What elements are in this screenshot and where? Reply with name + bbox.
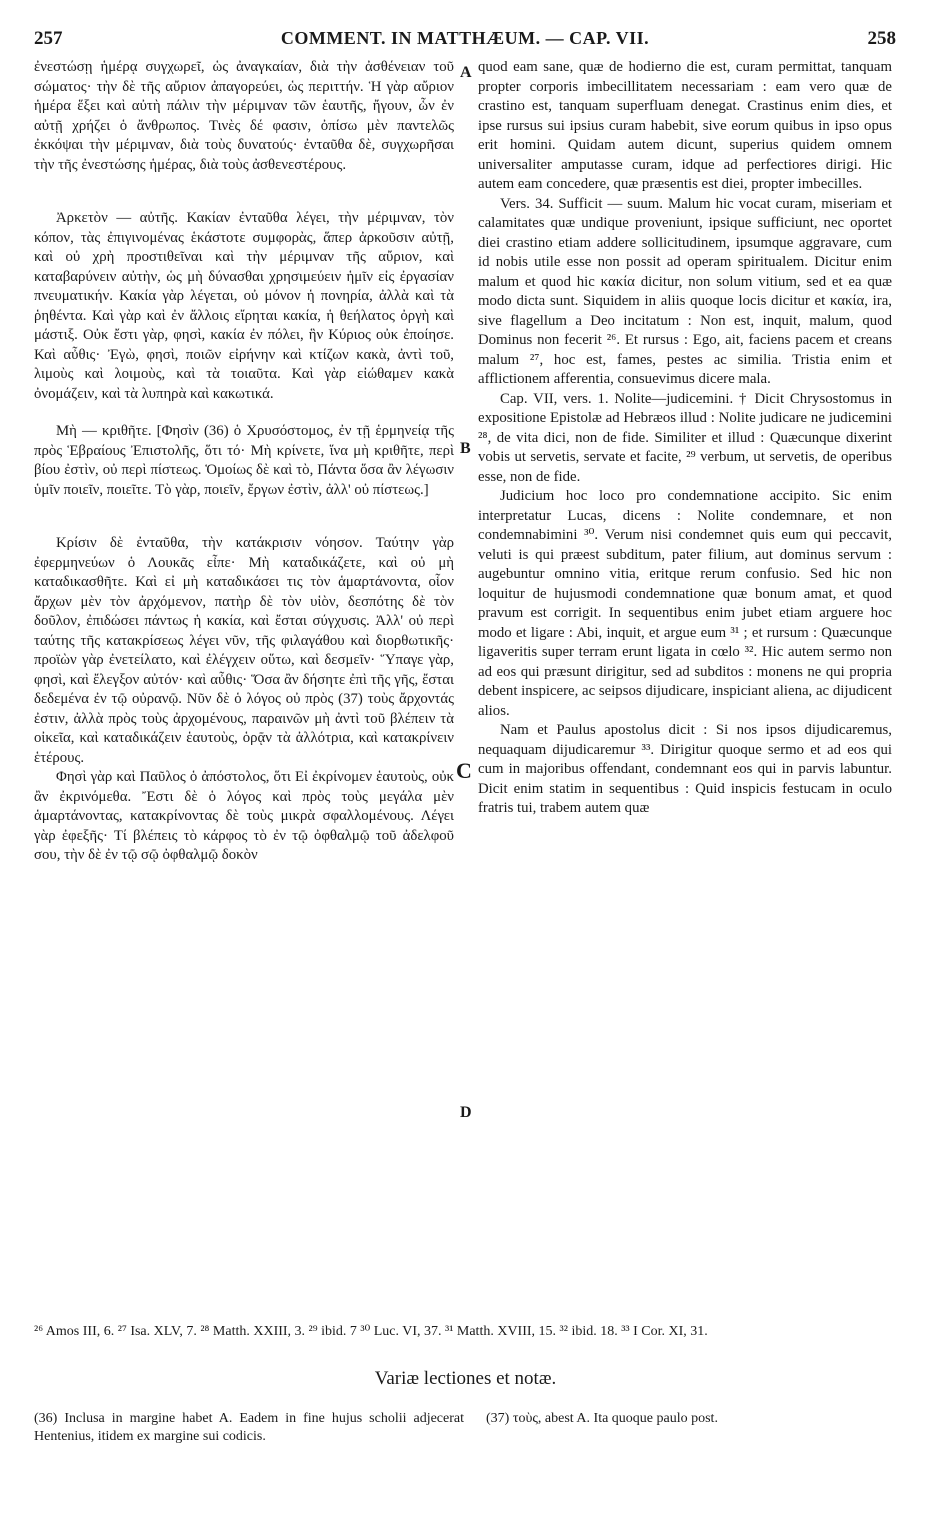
greek-paragraph-4: Κρίσιν δὲ ἐνταῦθα, τὴν κατάκρισιν νόησον. Ταύτην γὰρ ἐφερμηνεύων ὁ Λουκᾶς εἶπε· Μὴ καταδικάζετε, καὶ οὐ μὴ καταδικασθῆτε. Καὶ εἰ μὴ καταδικάσει τις τὸν ἁμαρτάνοντα, οἷον ἄρχων μὲν τὸν ἀρχόμενον, πατὴρ δὲ τὸν υἱὸν, δεσπότης δὲ τὸν δοῦλον, ἐπιδώσει πάντως ἡ κακία, καὶ ἔσται σύγχυσις. Ἀλλ' οὐ περὶ ταύτης τῆς κατακρίσεως λέγει νῦν, τῆς φιλαγάθου καὶ διορθωτικῆς· προϊὼν γὰρ ἐνετείλατο, καὶ ἐλέγχειν οὕτω, καὶ δεσμεῖν· Ὕπαγε γὰρ, φησὶ, καὶ ἔλεγξον αὐτόν· καὶ αὖθις· Ὅσα ἂν δήσητε ἐπὶ τῆς γῆς, ἔσται δεδεμένα ἐν τῷ οὐρανῷ. Νῦν δὲ ὁ λόγος οὐ πρὸς (37) τοὺς ἄρχοντάς ἐστιν, ἀλλὰ πρὸς τοὺς ἀρχομένους, παραινῶν μὴ ἀντὶ τοῦ βλέπειν τὰ οἰκεῖα, καὶ καταδικάζειν ἑαυτοὺς, ὁρᾷν τὰ ἀλλότρια, καὶ κατακρίνειν ἑτέρους. [34, 535, 454, 766]
latin-paragraph-5: Nam et Paulus apostolus dicit : Si nos ipsos dijudicaremus, nequaquam dijudicaremur ³³. Dirigitur quoque sermo et ad eos qui cum in majoribus offendant, condemnant eos qui in parvis labuntur. Dicit enim statim in sequentibus : Quid inspicis festucam in oculo fratris tui, trabem autem quæ [478, 722, 892, 816]
latin-paragraph-1: quod eam sane, quæ de hodierno die est, curam permittat, tanquam propter corporis imbecillitatem necessariam : eam vero quæ de crastino est, tanquam superfluam denegat. Crastinus enim dies, et ipse rursus sui ipsius curam habebit, sive eorum quibus in ipso opus erit homini. Quidam autem dicunt, superius quidem omnem universaliter amputasse curam, idque ad perfectiores dirigi. Hic autem eam concedere, quæ præsentis est diei, propter imbecilles. [478, 59, 892, 192]
latin-column [478, 58, 892, 819]
greek-paragraph-1: ἐνεστώσῃ ἡμέρᾳ συγχωρεῖ, ὡς ἀναγκαίαν, διὰ τὴν ἀσθένειαν τοῦ σώματος· τὴν δὲ τῆς αὔριον ἀπαγορεύει, ὡς περιττήν. Ἡ γὰρ αὔριον ἡμέρα ἕξει καὶ αὐτὴ πάλιν τὴν μέριμναν τῶν ἑαυτῆς, ἤγουν, ὧν ἐν αὐτῇ χρήζει ὁ ἄνθρωπος. Τινὲς δέ φασιν, ὀπίσω μὲν παντελῶς ἐκκόψαι τὴν μέριμναν, διὰ τοὺς δυνατούς· ἐνταῦθα δὲ, συγχωρῆσαι τὴν τῆς ἐνεστώσης ἡμέρας, διὰ τοὺς ἀσθενεστέρους. [34, 59, 454, 173]
running-title: COMMENT. IN MATTHÆUM. — CAP. VII. [280, 28, 650, 48]
variae-note-left: (36) Inclusa in margine habet A. Eadem in fine hujus scholii adjecerat Hentenius, itidem ex margine sui codicis. [34, 1411, 464, 1444]
margin-letter-b: B [460, 440, 471, 457]
variae-note-right: (37) τοὺς, abest A. Ita quoque paulo post. [486, 1411, 718, 1426]
page-header [34, 28, 896, 54]
margin-letter-c: C [456, 758, 472, 783]
latin-paragraph-3: Cap. VII, vers. 1. Nolite—judicemini. † Dicit Chrysostomus in expositione Epistolæ ad Hebræos illud : Nolite judicare ne judicemini ²⁸, de vita dici, non de fide. Similiter et illud : Quæcunque dixerint vobis ut servetis, servate et facite, ²⁹ verbum, ut servetis, de operibus esse, non de fide. [478, 390, 892, 485]
greek-paragraph-5: Φησὶ γὰρ καὶ Παῦλος ὁ ἀπόστολος, ὅτι Εἰ ἐκρίνομεν ἑαυτοὺς, οὐκ ἂν ἐκρινόμεθα. Ἔστι δὲ ὁ λόγος καὶ πρὸς τοὺς μεγάλα μὲν ἁμαρτάνοντας, κατακρίνοντας δὲ τοὺς μικρὰ σφαλλομένους. Λέγει γὰρ ἐφεξῆς· Τί βλέπεις τὸ κάρφος τὸ ἐν τῷ ὀφθαλμῷ τοῦ ἀδελφοῦ σου, τὴν δὲ ἐν τῷ σῷ ὀφθαλμῷ δοκὸν [34, 769, 454, 863]
greek-column [34, 58, 454, 866]
greek-paragraph-2: Ἀρκετὸν — αὐτῆς. Κακίαν ἐνταῦθα λέγει, τὴν μέριμναν, τὸν κόπον, τὰς ἐπιγινομένας ἑκάστοτε συμφορὰς, ἅπερ ἀρκοῦσιν αὐτῇ, καὶ οὐ χρὴ προστιθεῖναι καὶ τὴν μέριμναν τῆς αὔριον, καὶ καταβαρύνειν αὐτὴν, ὡς μὴ δύνασθαι χρησιμεύειν ἡμῖν εἰς ἐργασίαν πνευματικήν. Κακία γὰρ λέγεται, οὐ μόνον ἡ πονηρία, ἀλλὰ καὶ τὰ ῥηθέντα. Καὶ γὰρ καὶ ἐν ἄλλοις εἴρηται κακία, ἡ θεήλατος ὀργὴ καὶ μάστιξ. Οὐκ ἔστι γὰρ, φησὶ, κακία ἐν πόλει, ἣν Κύριος οὐκ ἐποίησε. Καὶ αὖθις· Ἐγὼ, φησὶ, ποιῶν εἰρήνην καὶ κτίζων κακὰ, ἀντὶ τοῦ, λιμοὺς καὶ λοιμοὺς, καὶ τὰ τοιαῦτα. Καὶ γὰρ εἰώθαμεν κακὰ ὀνομάζειν, καὶ τὰ λυπηρὰ καὶ κακωτικά. [34, 210, 454, 402]
page-number-left: 257 [34, 28, 63, 49]
variae-lectiones-title: Variæ lectiones et notæ. [374, 1368, 557, 1389]
page-number-right: 258 [867, 28, 896, 49]
margin-letter-d: D [460, 1104, 472, 1121]
latin-paragraph-2: Vers. 34. Sufficit — suum. Malum hic vocat curam, miseriam et calamitates quæ undique proveniunt, ipsique sufficiunt, nec oportet diei crastino etiam addere sollicitudinem, ipsumque aggravare, cum id nobis utile esse non possit ad operam spiritualem. Dicitur enim malum et quod hic κακία dicitur, non solum vitium, sed et ea quæ modo dicta sunt. Siquidem in aliis quoque locis dicitur et κακία, ira, sive flagellum a Deo incitatum : Non est, inquit, malum, quod Dominus non fecerit ²⁶. Et rursus : Ego, ait, faciens pacem et creans malum ²⁷, hoc est, fames, pestes ac similia. Tristia enim et afflictionem afferentia, consuevimus dicere mala. [478, 195, 892, 387]
footnotes: ²⁶ Amos III, 6. ²⁷ Isa. XLV, 7. ²⁸ Matth. XXIII, 3. ²⁹ ibid. 7 ³⁰ Luc. VI, 37. ³¹ Matth. XVIII, 15. ³² ibid. 18. ³³ I Cor. XI, 31. [34, 1324, 708, 1339]
greek-paragraph-3: Μὴ — κριθῆτε. [Φησὶν (36) ὁ Χρυσόστομος, ἐν τῇ ἑρμηνείᾳ τῆς πρὸς Ἑβραίους Ἐπιστολῆς, ὅτι τό· Μὴ κρίνετε, ἵνα μὴ κριθῆτε, περὶ βίου ἐστὶν, οὐ περὶ πίστεως. Ὁμοίως δὲ καὶ τὸ, Πάντα ὅσα ἂν λέγωσιν ὑμῖν ποιεῖν, ποιεῖτε. Τὸ γὰρ, ποιεῖν, ἔργων ἐστὶν, ἀλλ' οὐ πίστεως.] [34, 423, 454, 498]
latin-paragraph-4: Judicium hoc loco pro condemnatione accipito. Sic enim interpretatur Lucas, dicens : Nolite condemnare, et non condemnabimini ³⁰. Verum nisi condemnet quis eum qui peccavit, veluti is qui præest subditum, pater filium, aut dominus servum : augebuntur omnino vitia, eritque rerum confusio. Sed hic non loquitur de hujusmodi condemnatione quæ bonum amat, et quod pravum est corrigit. In sequentibus enim jubet etiam arguere hoc modo et ligare : Abi, inquit, et argue eum ³¹ ; et rursum : Quæcunque ligaveritis super terram erunt ligata in cœlo ³². Hic autem sermo non ad eos qui præsunt dirigitur, sed ad subditos : monens ne qui propria debent inspicere, ac seipsos dijudicare, inspiciant aliena, ac dijudicent alios. [478, 488, 892, 719]
margin-letter-a: A [460, 64, 472, 81]
